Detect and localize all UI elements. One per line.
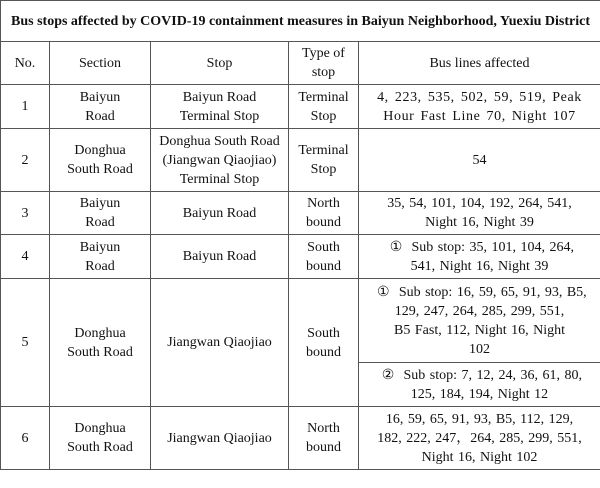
title-row bbox=[1, 1, 600, 42]
lines-text: Night 16, Night 102 bbox=[421, 449, 538, 465]
cell-stop: Jiangwan Qiaojiao bbox=[151, 279, 289, 407]
section-line: Donghua bbox=[74, 143, 126, 158]
cell-section bbox=[50, 279, 151, 407]
cell-no: 2 bbox=[1, 129, 50, 192]
cell-lines-sub-b bbox=[359, 363, 600, 407]
table-title: Bus stops affected by COVID-19 containment measures in Baiyun Neighborhood, Yuexiu District bbox=[1, 1, 600, 42]
table-row bbox=[1, 407, 600, 470]
cell-section bbox=[50, 192, 151, 235]
type-line: North bbox=[307, 421, 340, 436]
cell-type bbox=[289, 235, 359, 279]
type-line: South bbox=[307, 239, 340, 255]
cell-stop bbox=[151, 129, 289, 192]
type-line: bound bbox=[306, 215, 341, 230]
cell-lines bbox=[359, 192, 600, 235]
stop-line: Terminal Stop bbox=[179, 108, 260, 124]
lines-text: 4, 223, 535, 502, 59, 519, Peak bbox=[377, 89, 582, 105]
cell-stop: Baiyun Road bbox=[151, 235, 289, 279]
lines-text: Hour Fast Line 70, Night 107 bbox=[383, 108, 576, 124]
section-line: Road bbox=[85, 108, 115, 124]
cell-stop bbox=[151, 85, 289, 129]
cell-lines-sub-a bbox=[359, 279, 600, 363]
cell-section bbox=[50, 407, 151, 470]
header-lines: Bus lines affected bbox=[359, 42, 600, 85]
table-row bbox=[1, 235, 600, 279]
lines-text: 541, Night 16, Night 39 bbox=[410, 258, 549, 274]
cell-type bbox=[289, 407, 359, 470]
cell-lines bbox=[359, 407, 600, 470]
circled-one-marker: ① bbox=[389, 239, 403, 255]
type-line: bound bbox=[306, 258, 341, 274]
section-line: Donghua bbox=[74, 325, 126, 341]
header-row bbox=[1, 42, 600, 85]
section-line: South Road bbox=[67, 440, 133, 455]
cell-lines bbox=[359, 235, 600, 279]
type-line: Stop bbox=[310, 162, 337, 177]
type-line: Terminal bbox=[298, 89, 349, 105]
section-line: Baiyun bbox=[79, 196, 121, 211]
stop-line: (Jiangwan Qiaojiao) bbox=[162, 152, 277, 168]
lines-text: Sub stop: 35, 101, 104, 264, bbox=[411, 239, 574, 255]
lines-text: 102 bbox=[469, 341, 490, 357]
section-line: Road bbox=[85, 258, 115, 274]
lines-text: 16, 59, 65, 91, 93, B5, 112, 129, bbox=[385, 411, 574, 427]
section-line: Road bbox=[85, 215, 115, 230]
header-stop: Stop bbox=[151, 42, 289, 85]
table-row bbox=[1, 85, 600, 129]
stop-line: Baiyun Road bbox=[182, 89, 257, 105]
header-no: No. bbox=[1, 42, 50, 85]
circled-one-marker: ① bbox=[377, 284, 390, 300]
section-line: South Road bbox=[67, 162, 133, 177]
header-type-line2: stop bbox=[311, 65, 336, 80]
cell-no: 1 bbox=[1, 85, 50, 129]
table-row bbox=[1, 279, 600, 363]
cell-lines bbox=[359, 129, 600, 192]
cell-type bbox=[289, 279, 359, 407]
type-line: bound bbox=[306, 344, 341, 360]
lines-text: 129, 247, 264, 285, 299, 551, bbox=[394, 303, 565, 319]
lines-text: B5 Fast, 112, Night 16, Night bbox=[394, 322, 565, 338]
cell-type bbox=[289, 85, 359, 129]
lines-text: Night 16, Night 39 bbox=[425, 215, 534, 230]
lines-text: 35, 54, 101, 104, 192, 264, 541, bbox=[387, 196, 572, 211]
lines-text: Sub stop: 16, 59, 65, 91, 93, B5, bbox=[398, 284, 587, 300]
cell-stop: Baiyun Road bbox=[151, 192, 289, 235]
type-line: North bbox=[307, 196, 340, 211]
lines-text: 125, 184, 194, Night 12 bbox=[410, 386, 549, 402]
cell-type bbox=[289, 192, 359, 235]
header-type-line1: Type of bbox=[302, 46, 345, 61]
type-line: bound bbox=[306, 440, 341, 455]
section-line: South Road bbox=[67, 344, 133, 360]
stop-line: Terminal Stop bbox=[179, 171, 260, 187]
section-line: Donghua bbox=[74, 421, 126, 436]
cell-section bbox=[50, 235, 151, 279]
table-row bbox=[1, 192, 600, 235]
lines-text: Sub stop: 7, 12, 24, 36, 61, 80, bbox=[403, 367, 582, 383]
cell-section bbox=[50, 85, 151, 129]
cell-section bbox=[50, 129, 151, 192]
type-line: Stop bbox=[310, 108, 337, 124]
lines-text: 182, 222, 247，264, 285, 299, 551, bbox=[377, 430, 582, 446]
header-section: Section bbox=[50, 42, 151, 85]
lines-text: 54 bbox=[472, 152, 487, 168]
cell-stop: Jiangwan Qiaojiao bbox=[151, 407, 289, 470]
type-line: South bbox=[307, 325, 340, 341]
cell-no: 6 bbox=[1, 407, 50, 470]
section-line: Baiyun bbox=[79, 239, 121, 255]
cell-no: 4 bbox=[1, 235, 50, 279]
type-line: Terminal bbox=[298, 143, 349, 158]
header-type bbox=[289, 42, 359, 85]
stop-line: Donghua South Road bbox=[159, 133, 280, 149]
cell-lines bbox=[359, 85, 600, 129]
cell-no: 5 bbox=[1, 279, 50, 407]
circled-two-marker: ② bbox=[381, 367, 395, 383]
section-line: Baiyun bbox=[79, 89, 121, 105]
cell-no: 3 bbox=[1, 192, 50, 235]
cell-type bbox=[289, 129, 359, 192]
table-row bbox=[1, 129, 600, 192]
